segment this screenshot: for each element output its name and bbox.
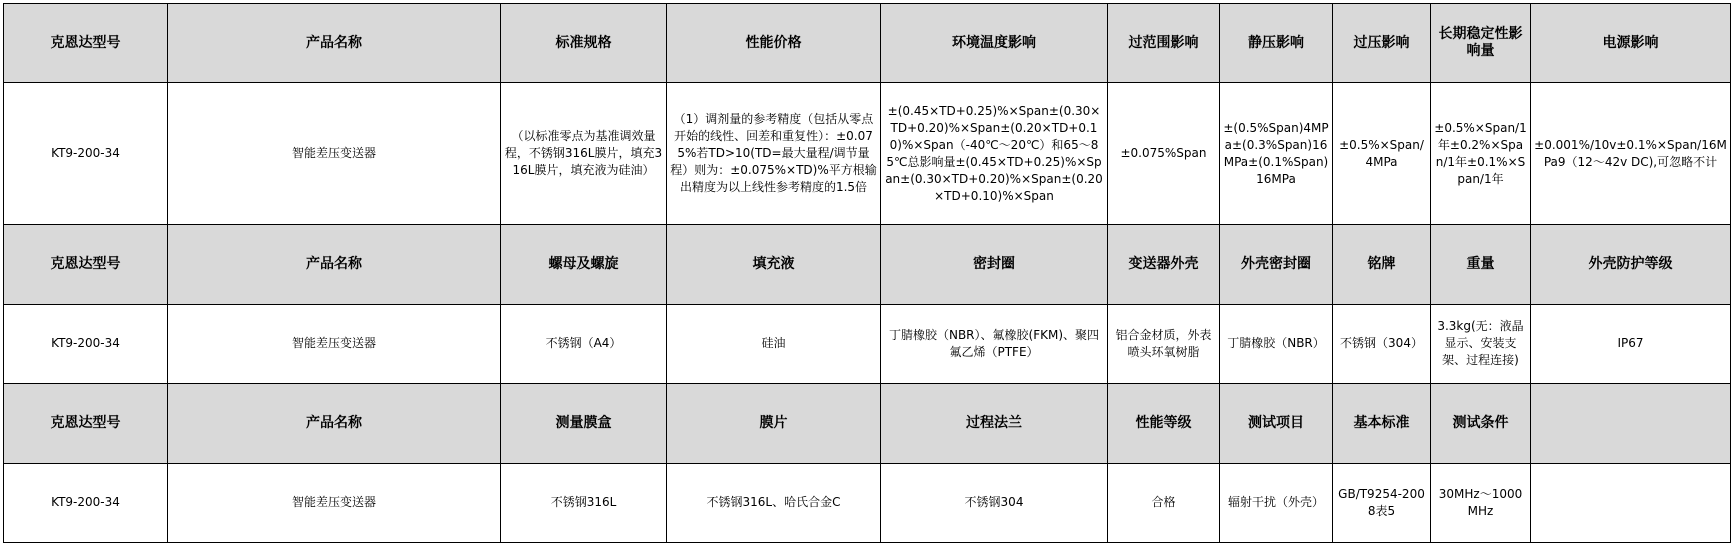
header-cell-product-name: 产品名称 bbox=[168, 225, 501, 304]
cell-performance: （1）调剂量的参考精度（包括从零点开始的线性、回差和重复性）：±0.075%若TD>10(TD=最大量程/调节量程）则为：±0.075%×TD)%平方根输出精度为以上线性参考精度的1.5倍 bbox=[667, 83, 881, 225]
header-cell-empty bbox=[1531, 384, 1731, 463]
header-row-1 bbox=[4, 4, 1731, 83]
header-cell-seal-ring: 密封圈 bbox=[881, 225, 1108, 304]
cell-test-condition: 30MHz～1000MHz bbox=[1431, 463, 1531, 542]
header-cell-model: 克恩达型号 bbox=[4, 4, 168, 83]
header-cell-performance: 性能价格 bbox=[667, 4, 881, 83]
cell-over-pressure: ±0.5%×Span/4MPa bbox=[1333, 83, 1431, 225]
header-cell-ambient-temp: 环境温度影响 bbox=[881, 4, 1108, 83]
header-cell-nuts-bolts: 螺母及螺旋 bbox=[501, 225, 667, 304]
header-cell-static-pressure: 静压影响 bbox=[1220, 4, 1333, 83]
cell-housing: 铝合金材质，外表喷头环氧树脂 bbox=[1108, 304, 1220, 383]
header-cell-protection-class: 外壳防护等级 bbox=[1531, 225, 1731, 304]
header-cell-test-condition: 测试条件 bbox=[1431, 384, 1531, 463]
header-cell-model: 克恩达型号 bbox=[4, 384, 168, 463]
cell-performance-grade: 合格 bbox=[1108, 463, 1220, 542]
cell-test-item: 辐射干扰（外壳） bbox=[1220, 463, 1333, 542]
cell-measuring-capsule: 不锈钢316L bbox=[501, 463, 667, 542]
cell-seal-ring: 丁腈橡胶（NBR）、氟橡胶(FKM)、聚四氟乙烯（PTFE） bbox=[881, 304, 1108, 383]
cell-product-name: 智能差压变送器 bbox=[168, 304, 501, 383]
cell-nameplate: 不锈钢（304） bbox=[1333, 304, 1431, 383]
header-cell-test-item: 测试项目 bbox=[1220, 384, 1333, 463]
cell-process-flange: 不锈钢304 bbox=[881, 463, 1108, 542]
cell-empty bbox=[1531, 463, 1731, 542]
cell-model: KT9-200-34 bbox=[4, 304, 168, 383]
cell-standard-spec: （以标准零点为基准调效量程，不锈钢316L膜片，填充316L膜片，填充液为硅油） bbox=[501, 83, 667, 225]
cell-over-range: ±0.075%Span bbox=[1108, 83, 1220, 225]
cell-ambient-temp: ±(0.45×TD+0.25)%×Span±(0.30×TD+0.20)%×Span±(0.20×TD+0.10)%×Span（-40℃～20℃）和65～85℃总影响量±(0.45×TD+0.25)%×Span±(0.30×TD+0.20)%×Span±(0.20×TD+0.10)%×Span bbox=[881, 83, 1108, 225]
header-cell-performance-grade: 性能等级 bbox=[1108, 384, 1220, 463]
header-cell-weight: 重量 bbox=[1431, 225, 1531, 304]
header-cell-over-range: 过范围影响 bbox=[1108, 4, 1220, 83]
cell-long-term-stability: ±0.5%×Span/1年±0.2%×Span/1年±0.1%×Span/1年 bbox=[1431, 83, 1531, 225]
header-row-3 bbox=[4, 384, 1731, 463]
cell-nuts-bolts: 不锈钢（A4） bbox=[501, 304, 667, 383]
cell-protection-class: IP67 bbox=[1531, 304, 1731, 383]
cell-housing-seal: 丁腈橡胶（NBR） bbox=[1220, 304, 1333, 383]
header-cell-product-name: 产品名称 bbox=[168, 384, 501, 463]
table-row bbox=[4, 304, 1731, 383]
cell-diaphragm: 不锈钢316L、哈氏合金C bbox=[667, 463, 881, 542]
spec-table bbox=[3, 3, 1731, 543]
header-cell-standard-spec: 标准规格 bbox=[501, 4, 667, 83]
cell-product-name: 智能差压变送器 bbox=[168, 83, 501, 225]
header-cell-basic-standard: 基本标准 bbox=[1333, 384, 1431, 463]
header-cell-measuring-capsule: 测量膜盒 bbox=[501, 384, 667, 463]
header-cell-housing: 变送器外壳 bbox=[1108, 225, 1220, 304]
header-row-2 bbox=[4, 225, 1731, 304]
header-cell-model: 克恩达型号 bbox=[4, 225, 168, 304]
cell-basic-standard: GB/T9254-2008表5 bbox=[1333, 463, 1431, 542]
header-cell-product-name: 产品名称 bbox=[168, 4, 501, 83]
header-cell-diaphragm: 膜片 bbox=[667, 384, 881, 463]
header-cell-process-flange: 过程法兰 bbox=[881, 384, 1108, 463]
cell-power-supply: ±0.001%/10v±0.1%×Span/16MPa9（12～42v DC),可忽略不计 bbox=[1531, 83, 1731, 225]
cell-model: KT9-200-34 bbox=[4, 83, 168, 225]
cell-model: KT9-200-34 bbox=[4, 463, 168, 542]
header-cell-long-term-stability: 长期稳定性影响量 bbox=[1431, 4, 1531, 83]
cell-static-pressure: ±(0.5%Span)4MPa±(0.3%Span)16MPa±(0.1%Span)16MPa bbox=[1220, 83, 1333, 225]
cell-product-name: 智能差压变送器 bbox=[168, 463, 501, 542]
header-cell-over-pressure: 过压影响 bbox=[1333, 4, 1431, 83]
header-cell-housing-seal: 外壳密封圈 bbox=[1220, 225, 1333, 304]
table-row bbox=[4, 83, 1731, 225]
header-cell-nameplate: 铭牌 bbox=[1333, 225, 1431, 304]
header-cell-power-supply: 电源影响 bbox=[1531, 4, 1731, 83]
table-row bbox=[4, 463, 1731, 542]
cell-fill-fluid: 硅油 bbox=[667, 304, 881, 383]
header-cell-fill-fluid: 填充液 bbox=[667, 225, 881, 304]
cell-weight: 3.3kg(无：液晶显示、安装支架、过程连接) bbox=[1431, 304, 1531, 383]
